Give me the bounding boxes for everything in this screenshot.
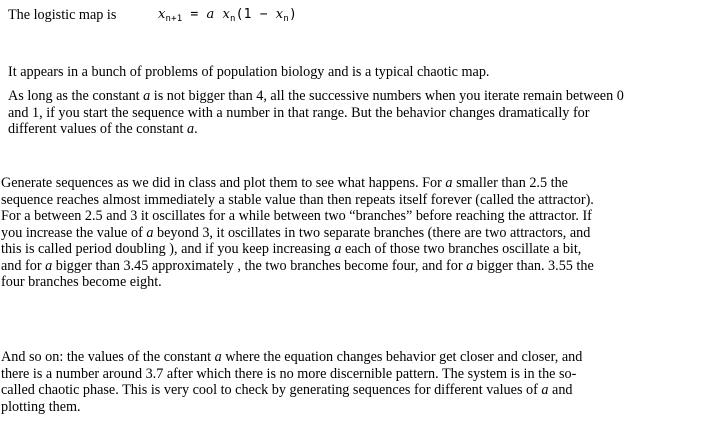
text-line: different values of the constant a. bbox=[8, 121, 198, 137]
paragraph-sequences bbox=[1, 175, 594, 291]
text-line: Generate sequences as we did in class and plot them to see what happens. For a smaller than 2.5 the bbox=[1, 175, 568, 191]
text-line: plotting them. bbox=[1, 398, 81, 415]
text-line: and 1, if you start the sequence with a number in that range. But the behavior changes dramatically for bbox=[8, 104, 590, 121]
text-line: this is called period doubling ), and if you keep increasing a each of those two branches oscillate a bit, bbox=[1, 241, 582, 257]
text-line: and for a bigger than 3.45 approximately , the two branches become four, and for a bigger than. 3.55 the bbox=[1, 257, 594, 274]
text-line: four branches become eight. bbox=[1, 274, 162, 290]
text-line: there is a number around 3.7 after which there is no more discernible pattern. The system is in the so- bbox=[1, 365, 577, 382]
paragraph-chaos bbox=[1, 349, 582, 415]
formula-label: The logistic map is bbox=[8, 7, 117, 23]
text-line: As long as the constant a is not bigger than 4, all the successive numbers when you iterate remain between 0 bbox=[8, 88, 624, 104]
text-line: called chaotic phase. This is very cool to check by generating sequences for different values of a and bbox=[1, 382, 573, 398]
logistic-map-formula: $x_{n+1} = a$ $x_n(1 - x_n)$ bbox=[158, 7, 297, 24]
paragraph-range bbox=[8, 88, 624, 138]
text-line: you increase the value of a beyond 3, it oscillates in two separate branches (there are two attractors, and bbox=[1, 224, 591, 241]
paragraph-intro bbox=[8, 64, 489, 81]
text-line: And so on: the values of the constant a where the equation changes behavior get closer and closer, and bbox=[1, 349, 583, 365]
text-line: sequence reaches almost immediately a stable value than then repeats itself forever (called the attractor). bbox=[1, 191, 594, 208]
formula-row bbox=[8, 6, 368, 28]
text-line: It appears in a bunch of problems of population biology and is a typical chaotic map. bbox=[8, 64, 490, 80]
text-line: For a between 2.5 and 3 it oscillates for a while between two “branches” before reaching the attractor. If bbox=[1, 208, 592, 224]
